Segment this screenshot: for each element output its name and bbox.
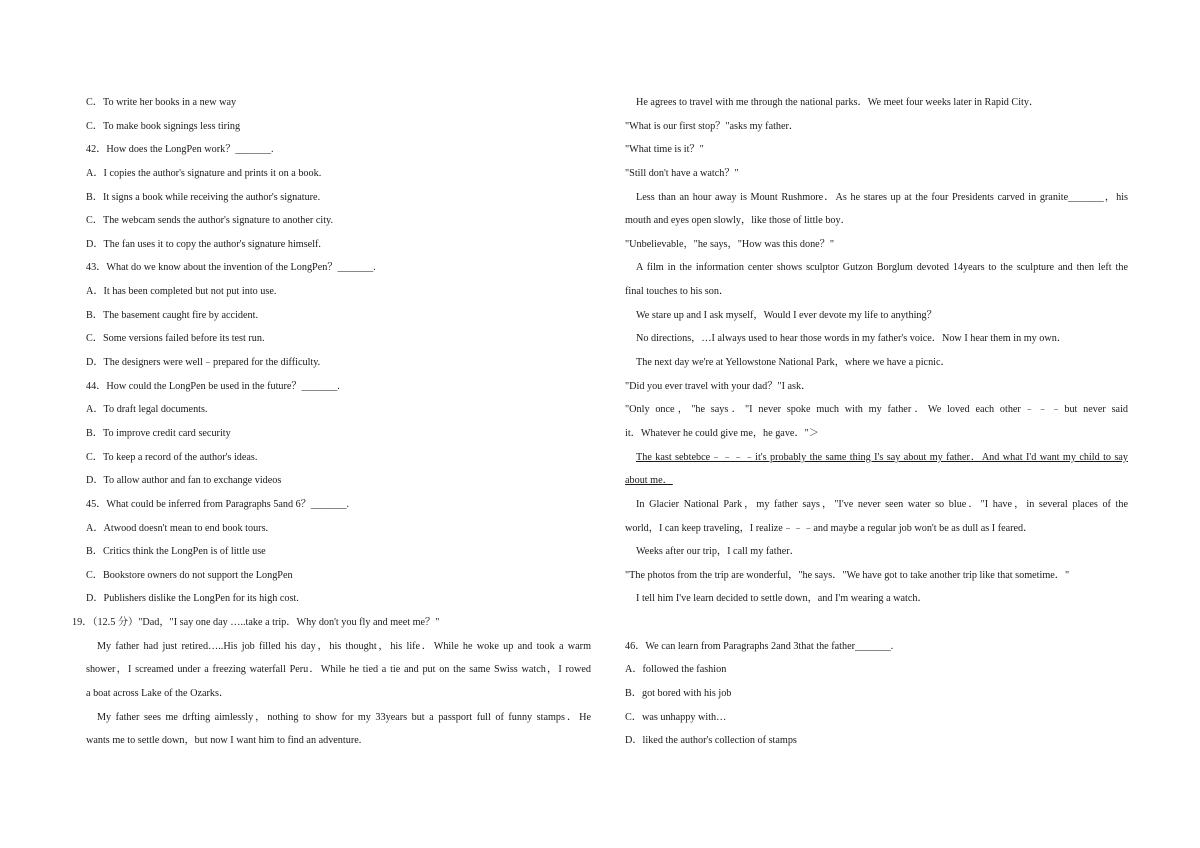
- passage-line: No directions，…I always used to hear those words in my father's voice．Now I hear them in my own．: [636, 333, 1068, 345]
- question-42: 42．How does the LongPen work？_______.: [86, 144, 274, 156]
- passage-line: "The photos from the trip are wonderful，"he says．"We have got to take another trip like that sometime．": [625, 569, 1070, 581]
- left-column: [72, 91, 591, 753]
- option-41-c1: C．To write her books in a new way: [86, 97, 237, 108]
- question-44: 44．How could the LongPen be used in the future？_______.: [86, 380, 340, 392]
- option-44-a: A．To draft legal documents.: [86, 404, 208, 416]
- passage-line: "What time is it？": [625, 144, 704, 156]
- passage-line: I tell him I've learn decided to settle down，and I'm wearing a watch．: [636, 593, 928, 605]
- passage-line: final touches to his son．: [625, 286, 730, 298]
- option-43-c: C．Some versions failed before its test run.: [86, 333, 265, 345]
- option-44-b: B．To improve credit card security: [86, 427, 231, 439]
- passage-line: "What is our first stop？"asks my father．: [625, 120, 800, 132]
- option-44-d: D．To allow author and fan to exchange videos: [86, 475, 282, 487]
- option-46-c: C．was unhappy with…: [625, 711, 727, 723]
- option-45-a: A．Atwood doesn't mean to end book tours.: [86, 522, 269, 534]
- option-45-c: C．Bookstore owners do not support the LongPen: [86, 569, 293, 581]
- passage-line: Weeks after our trip，I call my father．: [636, 546, 800, 558]
- passage-line: My father sees me drfting aimlessly，nothing to show for my 33years but a passport full of funny stamps．He: [97, 711, 591, 723]
- passage-line: shower，I screamed under a freezing waterfall Peru．While he tied a tie and put on the same Swiss watch，I rowed: [86, 664, 591, 676]
- option-42-b: B．It signs a book while receiving the author's signature.: [86, 191, 321, 203]
- passage-line: The next day we're at Yellowstone National Park，where we have a picnic．: [636, 357, 951, 369]
- passage-line: world，I can keep traveling，I realize﹣﹣﹣and maybe a regular job won't be as dull as I feared．: [625, 522, 1034, 534]
- option-45-b: B．Critics think the LongPen is of little use: [86, 546, 266, 558]
- question-45: 45．What could be inferred from Paragraphs 5and 6？_______.: [86, 498, 350, 510]
- question-46: 46．We can learn from Paragraphs 2and 3that the father_______.: [625, 640, 894, 652]
- option-43-d: D．The designers were well﹣prepared for the difficulty.: [86, 357, 321, 369]
- passage-line: a boat across Lake of the Ozarks．: [86, 688, 230, 700]
- passage-line: "Still don't have a watch？": [625, 167, 739, 179]
- passage-line: He agrees to travel with me through the national parks．We meet four weeks later in Rapid City．: [636, 97, 1040, 108]
- option-44-c: C．To keep a record of the author's ideas.: [86, 451, 258, 463]
- option-43-a: A．It has been completed but not put into use.: [86, 286, 277, 298]
- passage-line: wants me to settle down，but now I want him to find an adventure.: [86, 735, 362, 747]
- passage-line: "Did you ever travel with your dad？"I ask．: [625, 380, 812, 392]
- option-43-b: B．The basement caught fire by accident.: [86, 309, 258, 321]
- spacer: [625, 611, 1128, 635]
- passage-line: A film in the information center shows sculptor Gutzon Borglum devoted 14years to the sculpture and then left the: [636, 262, 1128, 274]
- passage-line: In Glacier National Park，my father says，"I've never seen water so blue．"I have，in several places of the: [636, 498, 1128, 510]
- passage-line: We stare up and I ask myself，Would I ever devote my life to anything？: [636, 309, 937, 321]
- passage-line: Less than an hour away is Mount Rushmore．As he stares up at the four Presidents carved in granite_______，his: [636, 191, 1128, 203]
- passage-19-heading: 19．（12.5 分）"Dad，"I say one day …..take a trip．Why don't you fly and meet me？": [72, 617, 440, 629]
- passage-line: My father had just retired…..His job filled his day，his thought，his life．While he woke up and took a warm: [97, 640, 591, 652]
- option-42-c: C．The webcam sends the author's signature to another city.: [86, 215, 334, 227]
- right-column: [625, 91, 1128, 753]
- underlined-sentence: The kast sebtebce﹣﹣﹣﹣it's probably the same thing I's say about my father．And what I'd want my child to say: [636, 451, 1128, 463]
- question-43: 43．What do we know about the invention of the LongPen？_______.: [86, 262, 376, 274]
- option-46-b: B．got bored with his job: [625, 688, 732, 700]
- passage-line: "Unbelievable，"he says，"How was this done？": [625, 238, 835, 250]
- option-46-d: D．liked the author's collection of stamps: [625, 735, 797, 747]
- passage-line: it．Whatever he could give me，he gave．"＞: [625, 427, 819, 439]
- option-46-a: A．followed the fashion: [625, 664, 727, 676]
- underlined-sentence: about me．: [625, 475, 673, 487]
- option-42-d: D．The fan uses it to copy the author's signature himself.: [86, 238, 321, 250]
- passage-line: "Only once，"he says．"I never spoke much with my father．We loved each other﹣﹣﹣but never said: [625, 404, 1128, 416]
- option-45-d: D．Publishers dislike the LongPen for its high cost.: [86, 593, 299, 605]
- option-42-a: A．I copies the author's signature and prints it on a book.: [86, 167, 322, 179]
- option-41-c2: C．To make book signings less tiring: [86, 120, 241, 132]
- passage-line: mouth and eyes open slowly，like those of little boy．: [625, 215, 851, 227]
